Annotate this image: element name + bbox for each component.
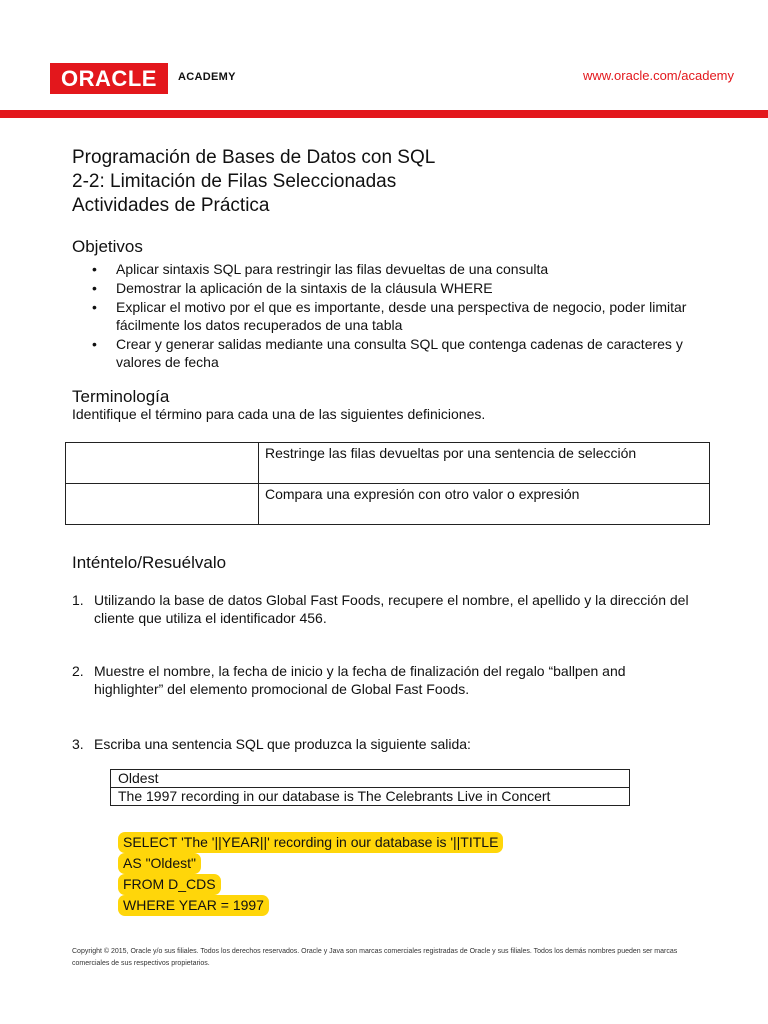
list-item: • Crear y generar salidas mediante una consulta SQL que contenga cadenas de caracteres y valores de fecha [92, 335, 692, 371]
lesson-title: 2-2: Limitación de Filas Seleccionadas [72, 171, 397, 192]
terminology-instructions: Identifique el término para cada una de las siguientes definiciones. [72, 406, 486, 422]
table-row [111, 770, 630, 788]
term-cell[interactable] [66, 443, 259, 484]
header-red-bar [0, 110, 768, 118]
question-number: 2. [72, 663, 84, 679]
table-row [111, 788, 630, 806]
question-text: Escriba una sentencia SQL que produzca la siguiente salida: [94, 736, 471, 752]
course-title: Programación de Bases de Datos con SQL [72, 147, 436, 168]
sql-answer-block [118, 832, 503, 916]
list-item: • Demostrar la aplicación de la sintaxis de la cláusula WHERE [92, 279, 692, 297]
list-item: • Explicar el motivo por el que es importante, desde una perspectiva de negocio, poder limitar fácilmente los datos recuperados de una tabla [92, 298, 692, 334]
list-item: • Aplicar sintaxis SQL para restringir las filas devueltas de una consulta [92, 260, 692, 278]
question-number: 3. [72, 736, 84, 752]
question-1 [72, 591, 692, 627]
terminology-table [65, 442, 710, 525]
question-number: 1. [72, 592, 84, 608]
sql-line: FROM D_CDS [118, 874, 221, 895]
table-row [66, 443, 710, 484]
definition-cell: Compara una expresión con otro valor o expresión [259, 484, 710, 525]
objectives-list [92, 260, 692, 372]
question-3 [72, 735, 692, 753]
expected-output-table [110, 769, 630, 806]
page-header [0, 0, 768, 118]
question-text: Utilizando la base de datos Global Fast Foods, recupere el nombre, el apellido y la dirección del cliente que utiliza el identificador 456. [94, 592, 689, 626]
academy-url-link[interactable]: www.oracle.com/academy [583, 68, 734, 83]
sql-line: AS "Oldest" [118, 853, 201, 874]
copyright-footer: Copyright © 2015, Oracle y/o sus filiales. Todos los derechos reservados. Oracle y Java son marcas comerciales registradas de Oracle y sus filiales. Todos los demás nombres pueden ser marcas comerciales de sus respectivos propietarios. [72, 948, 678, 967]
oracle-logo: ORACLE [50, 63, 168, 94]
question-2 [72, 662, 692, 698]
document-title [72, 146, 435, 218]
output-value-cell: The 1997 recording in our database is The Celebrants Live in Concert [111, 788, 630, 806]
practice-heading: Inténtelo/Resuélvalo [72, 553, 227, 572]
table-row [66, 484, 710, 525]
term-cell[interactable] [66, 484, 259, 525]
question-text: Muestre el nombre, la fecha de inicio y la fecha de finalización del regalo “ballpen and highlighter” del elemento promocional de Global Fast Foods. [94, 663, 626, 697]
activity-title: Actividades de Práctica [72, 195, 270, 216]
output-header-cell: Oldest [111, 770, 630, 788]
objectives-heading: Objetivos [72, 237, 143, 256]
sql-line: WHERE YEAR = 1997 [118, 895, 269, 916]
sql-line: SELECT 'The '||YEAR||' recording in our database is '||TITLE [118, 832, 503, 853]
definition-cell: Restringe las filas devueltas por una sentencia de selección [259, 443, 710, 484]
academy-label: ACADEMY [178, 71, 236, 83]
terminology-heading: Terminología [72, 387, 170, 406]
